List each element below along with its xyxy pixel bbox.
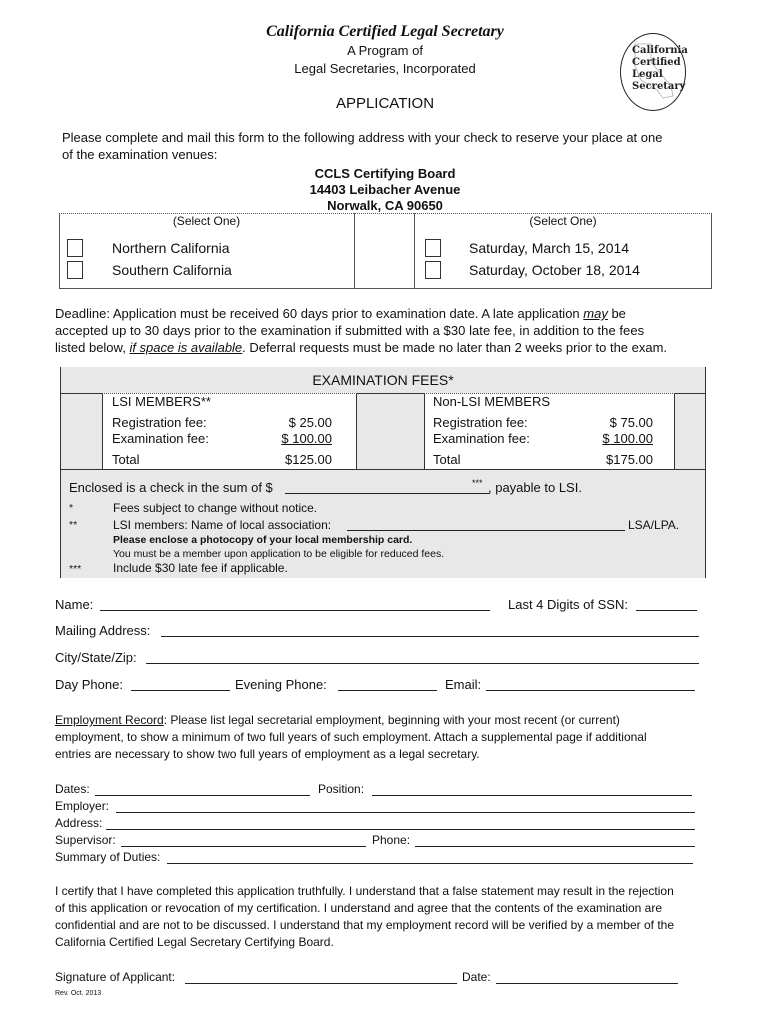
position-label: Position: <box>318 782 365 796</box>
supervisor-label: Supervisor: <box>55 833 116 847</box>
summary-of-duties-field[interactable] <box>167 863 693 864</box>
membership-card-note: Please enclose a photocopy of your local membership card. <box>113 534 413 546</box>
summary-of-duties-label: Summary of Duties: <box>55 850 161 864</box>
name-field[interactable] <box>100 610 490 611</box>
deadline-line-2: accepted up to 30 days prior to the examination if submitted with a $30 late fee, in addition to the fees <box>55 323 645 338</box>
employment-intro-line-2: employment, to show a minimum of two full years of such employment. Attach a supplemental page if additional <box>55 730 647 744</box>
october-18-2014-checkbox[interactable] <box>425 261 441 279</box>
lsi-registration-label: Registration fee: <box>112 415 207 430</box>
footnote-mark: ** <box>69 519 78 531</box>
lsi-members-header: LSI MEMBERS** <box>112 394 211 409</box>
lsi-total-label: Total <box>112 452 140 467</box>
intro-line-1: Please complete and mail this form to the following address with your check to reserve your place at one <box>62 130 663 145</box>
position-field[interactable] <box>372 795 692 796</box>
email-field[interactable] <box>486 690 695 691</box>
late-fee-footnote-mark: *** <box>472 478 483 488</box>
southern-california-checkbox[interactable] <box>67 261 83 279</box>
employer-field[interactable] <box>116 812 695 813</box>
southern-california-label: Southern California <box>112 262 232 278</box>
revision-date: Rev. Oct. 2013 <box>55 990 102 997</box>
address-line-2: 14403 Leibacher Avenue <box>309 182 461 197</box>
table-divider <box>354 213 355 289</box>
local-association-label: LSI members: Name of local association: <box>113 518 332 532</box>
northern-california-label: Northern California <box>112 240 230 256</box>
lsi-registration-value: $ 25.00 <box>288 415 332 430</box>
ssn-last-4-field[interactable] <box>636 610 697 611</box>
non-lsi-members-header: Non-LSI MEMBERS <box>433 394 551 409</box>
ssn-label: Last 4 Digits of SSN: <box>508 597 628 612</box>
deadline-line-1: Deadline: Application must be received 60 days prior to examination date. A late application may be <box>55 306 626 321</box>
non-lsi-registration-value: $ 75.00 <box>609 415 653 430</box>
employer-address-field[interactable] <box>106 829 695 830</box>
fees-change-note: Fees subject to change without notice. <box>113 501 318 515</box>
october-18-2014-label: Saturday, October 18, 2014 <box>469 262 640 278</box>
lsi-examination-label: Examination fee: <box>112 431 209 446</box>
logo-text: California Certified Legal Secretary <box>632 45 688 92</box>
location-select-one-header: (Select One) <box>172 214 241 228</box>
day-phone-field[interactable] <box>131 690 230 691</box>
examination-fees-title: EXAMINATION FEES* <box>312 372 454 388</box>
non-lsi-examination-label: Examination fee: <box>433 431 530 446</box>
date-select-one-header: (Select One) <box>529 214 597 228</box>
city-state-zip-label: City/State/Zip: <box>55 650 137 665</box>
organization-name: Legal Secretaries, Incorporated <box>294 61 476 76</box>
supervisor-field[interactable] <box>121 846 366 847</box>
form-title: California Certified Legal Secretary <box>266 23 504 40</box>
signature-date-field[interactable] <box>496 983 678 984</box>
check-sum-label: Enclosed is a check in the sum of $ <box>69 480 273 495</box>
employer-label: Employer: <box>55 799 110 813</box>
certification-line-3: confidential and are not to be discussed. I understand that my employment record will be verified by a member of the <box>55 918 674 932</box>
fees-table-bottom-divider <box>60 469 706 470</box>
signature-date-label: Date: <box>462 970 491 984</box>
certification-line-2: of this application or revocation of my certification. I understand and agree that the contents of the examination are <box>55 901 663 915</box>
name-label: Name: <box>55 597 94 612</box>
employer-phone-field[interactable] <box>415 846 695 847</box>
intro-line-2: of the examination venues: <box>62 147 218 162</box>
mailing-address-label: Mailing Address: <box>55 623 151 638</box>
deadline-line-3: listed below, if space is available. Deferral requests must be made no later than 2 weeks prior to the exam. <box>55 340 668 355</box>
local-association-field[interactable] <box>347 530 625 531</box>
employment-record-heading: Employment Record <box>55 713 164 727</box>
non-lsi-total-value: $175.00 <box>606 452 653 467</box>
employer-phone-label: Phone: <box>372 833 411 847</box>
signature-field[interactable] <box>185 983 457 984</box>
lsa-lpa-label: LSA/LPA. <box>628 518 680 532</box>
employment-intro-line-1: Employment Record: Please list legal secretarial employment, beginning with your most recent (or current) <box>55 713 620 727</box>
march-15-2014-checkbox[interactable] <box>425 239 441 257</box>
ccls-seal-logo <box>620 33 686 111</box>
footnote-mark: *** <box>69 563 82 575</box>
payable-to-lsi-label: , payable to LSI. <box>488 480 582 495</box>
non-lsi-registration-label: Registration fee: <box>433 415 528 430</box>
email-label: Email: <box>445 677 482 692</box>
address-line-1: CCLS Certifying Board <box>314 166 456 181</box>
address-line-3: Norwalk, CA 90650 <box>327 198 443 213</box>
day-phone-label: Day Phone: <box>55 677 123 692</box>
non-lsi-examination-value: $ 100.00 <box>602 431 653 446</box>
dates-label: Dates: <box>55 782 90 796</box>
dates-field[interactable] <box>95 795 310 796</box>
employment-intro-line-3: entries are necessary to show two full years of employment as a legal secretary. <box>55 747 480 761</box>
mailing-address-field[interactable] <box>161 636 699 637</box>
member-eligibility-note: You must be a member upon application to be eligible for reduced fees. <box>113 548 445 560</box>
northern-california-checkbox[interactable] <box>67 239 83 257</box>
certification-line-1: I certify that I have completed this application truthfully. I understand that a false statement may result in the rejection <box>55 884 674 898</box>
application-heading: APPLICATION <box>335 95 435 112</box>
march-15-2014-label: Saturday, March 15, 2014 <box>469 240 630 256</box>
late-fee-note: Include $30 late fee if applicable. <box>113 561 288 575</box>
check-amount-field[interactable] <box>285 493 490 494</box>
footnote-mark: * <box>69 502 74 514</box>
evening-phone-field[interactable] <box>338 690 437 691</box>
city-state-zip-field[interactable] <box>146 663 699 664</box>
certification-line-4: California Certified Legal Secretary Certifying Board. <box>55 935 334 949</box>
lsi-examination-value: $ 100.00 <box>281 431 332 446</box>
employer-address-label: Address: <box>55 816 103 830</box>
mailing-address-block <box>200 166 570 214</box>
program-of-label: A Program of <box>347 43 423 58</box>
evening-phone-label: Evening Phone: <box>235 677 327 692</box>
signature-label: Signature of Applicant: <box>55 970 176 984</box>
non-lsi-total-label: Total <box>433 452 461 467</box>
lsi-total-value: $125.00 <box>285 452 332 467</box>
